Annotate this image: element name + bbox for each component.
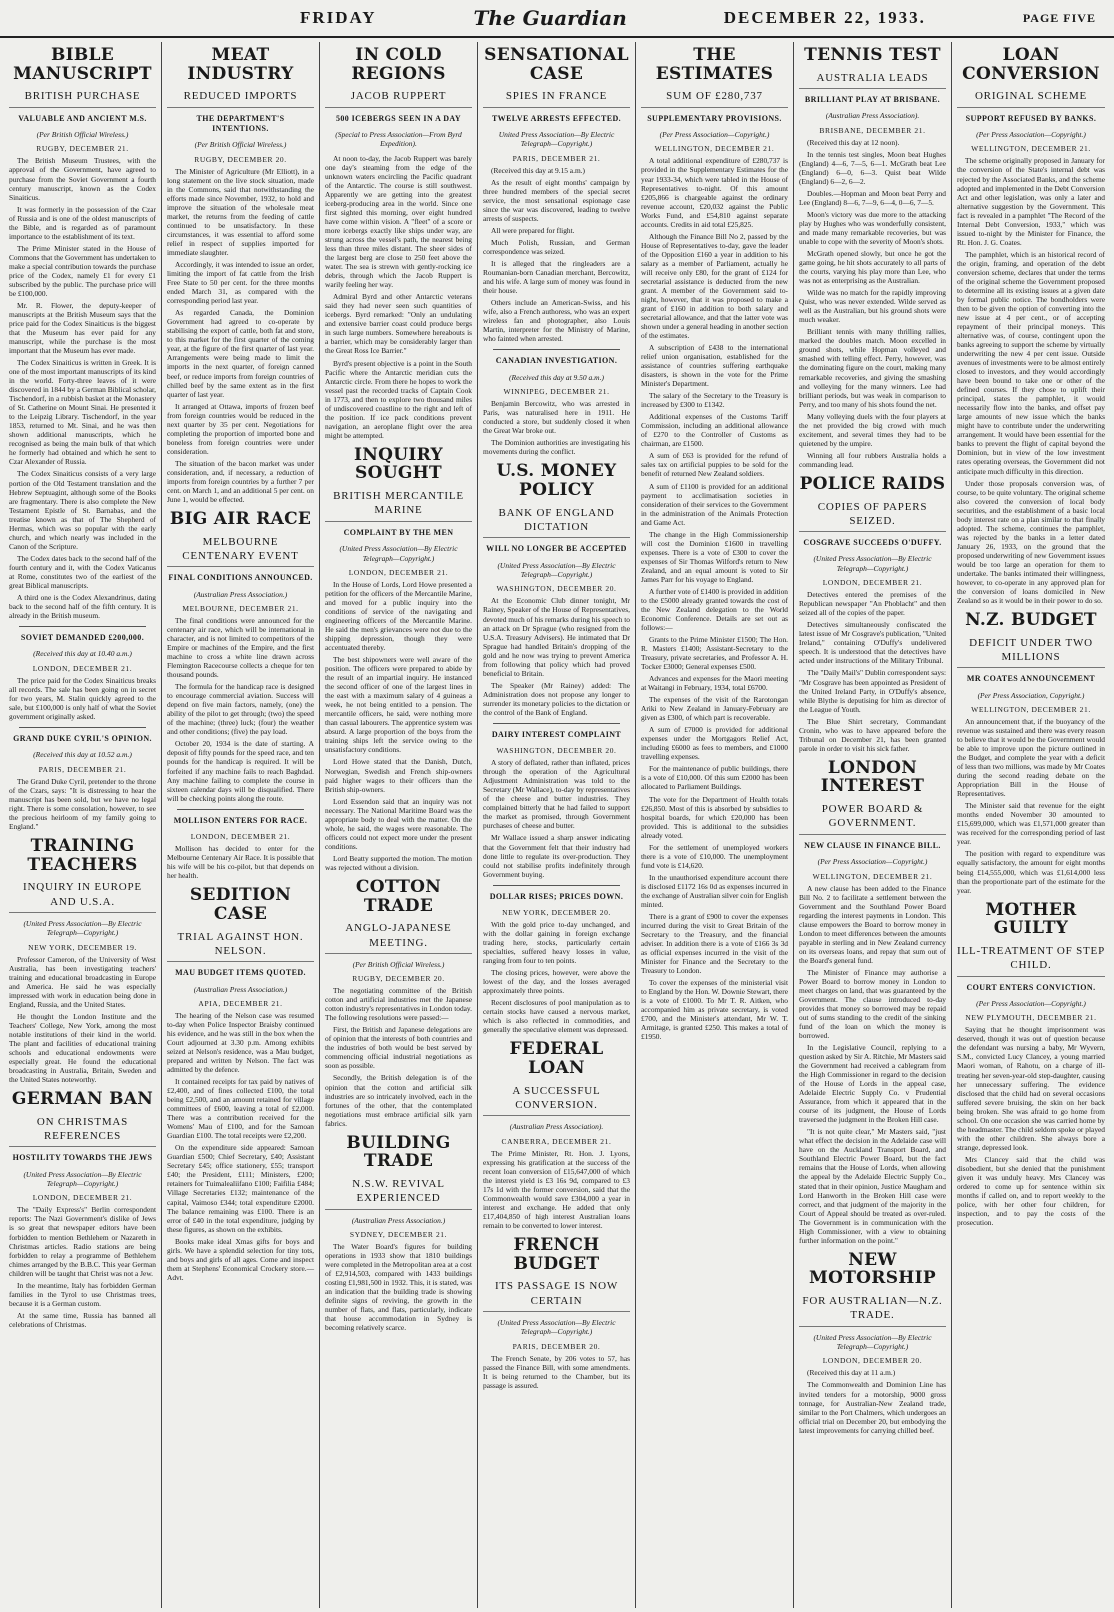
article-subheading: DAIRY INTEREST COMPLAINT (491, 729, 622, 739)
article (325, 878, 472, 1128)
article-headline: MEAT INDUSTRY (187, 45, 294, 84)
article-paragraph: Saying that he thought imprisonment was deserved, though it was out of question because the defendant was nursing a baby, Mr Wyvern, S.M., convicted Lucy Clancey, a young married Maori woman, of Rahotu, on a charge of ill-treating her seven-year-old step-daughter, causing her unnecessary suffering. The evidence disclosed that the child had on several occasions suffered severe bruising, the skin on her back being broken. She was afraid to go home from school. On one occasion she was carried home by the headmaster. The child seldom spoke or played with the other children. She always bore a strange, depressed look. (957, 1025, 1105, 1152)
article-paragraph: A story of deflated, rather than inflated, prices through the operation of the Agricultural Adjustment Administration was told to the Secretary (Mr Wallace), to-day by representatives of the cheese and butter industries. They complained bitterly that he had failed to support the market as promised, through Government purchases of cheese and butter. (483, 758, 631, 831)
article-paragraph: At noon to-day, the Jacob Ruppert was barely one day's steaming from the edge of the unknown waters encircling the Pacific quadrant of the Antarctic. The course is still southwest. Apparently we are getting into the greatest iceberg-producing area in the world. Since one first sighted this morning, over eight hundred have come within vision. A "fleet" of a score or more icebergs exactly like ships under way, are strung across the vessel's path, the nearest being less than three miles distant. The sheer sides of the largest berg are close to 250 feet above the water. The sea is strewn with gently-rocking ice debris, through which the Jacob Ruppert is warily feeling her way. (325, 153, 472, 290)
article (483, 462, 630, 717)
column-1 (4, 42, 162, 1608)
article-subheading: COPIES OF PAPERS SEIZED. (799, 500, 946, 533)
article-paragraph: Doubles.—Hopman and Moon beat Perry and Lee (England) 8—6, 7—9, 6—4, 0—6, 7—5. (799, 188, 946, 207)
article-dateline: APIA, DECEMBER 21. (198, 998, 283, 1008)
article (167, 886, 314, 1282)
article-dateline: RUGBY, DECEMBER 20. (194, 154, 287, 164)
article-dateline: PARIS, DECEMBER 20. (512, 1341, 601, 1351)
article-paragraph: There is a grant of £900 to cover the expenses incurred during the visit to Great Britain of the Secretary to the Treasury, and the financial adviser. In addition there is a vote of £166 3s 3d as official expenses incurred in the visit of the Minister for Finance and the Secretary to the Treasury to London. (641, 911, 788, 976)
article-headline: TRAINING TEACHERS (27, 835, 138, 875)
article (799, 1251, 946, 1435)
article (957, 901, 1105, 1227)
article-subheading: N.S.W. REVIVAL EXPERIENCED (325, 1177, 472, 1210)
article-headline: U.S. MONEY POLICY (496, 461, 617, 501)
article-paragraph: Accordingly, it was intended to issue an order, limiting the import of fat cattle from the Irish Free State to 50 per cent. for the three months ended March 31, as compared with the corresponding period last year. (167, 260, 314, 306)
article-source: (Australian Press Association.) (351, 1215, 446, 1225)
article-source: (Per Press Association, Copyright.) (977, 690, 1085, 700)
article-paragraph: Recent disclosures of pool manipulation as to certain stocks have caused a nervous market, which is also reflected in commodities, and generally the speculative element was depressed. (483, 998, 630, 1035)
article-source: (United Press Association—By Electric Telegraph—Copyright.) (23, 918, 142, 938)
article-dateline: BRISBANE, DECEMBER 21. (819, 125, 926, 135)
article-source: (Received this day at 10.52 a.m.) (33, 750, 132, 760)
article-paragraph: The position with regard to expenditure was equally satisfactory, the amount for eight months being £14,555,000, which was £1,614,000 less than the proportionate part of the estimate for the year. (957, 849, 1105, 895)
article (9, 837, 156, 1084)
article-paragraph: In the unauthorised expenditure account there is disclosed £1172 16s 0d as expenses incurred in the exchange of Australian silver coin for English minted. (641, 872, 788, 909)
article-subheading: JACOB RUPPERT (325, 89, 472, 107)
article-subheading: 500 ICEBERGS SEEN IN A DAY (335, 113, 462, 123)
article (325, 446, 472, 872)
article-subheading: SOVIET DEMANDED £200,000. (20, 632, 145, 642)
article-subheading: THE DEPARTMENT'S INTENTIONS. (196, 113, 285, 134)
article-paragraph: The Blue Shirt secretary, Commandant Cronin, who was to have appeared before the Tribunal on December 21, has been granted parole in order to visit his sick father. (799, 716, 946, 753)
article-paragraph: It is alleged that the ringleaders are a Roumanian-born Canadian merchant, Bercowitz, and his wife. A large sum of money was found in their house. (483, 259, 630, 296)
article-paragraph: In the tennis test singles, Moon beat Hughes (England) 4—6, 7—5, 6—1. McGrath beat Lee (England) 6—0, 6—3. Quist beat Wilde (England) 6—2, 6—2. (799, 149, 946, 186)
article-source: (Per Press Association—Copyright.) (976, 998, 1086, 1008)
article-subheading: INQUIRY IN EUROPE AND U.S.A. (9, 880, 156, 913)
article-dateline: NEW YORK, DECEMBER 20. (502, 908, 611, 918)
article-paragraph: Although the Finance Bill No 2, passed by the House of Representatives to-day, gave the leader of the Opposition £160 a year in addition to his salary as a member of Parliament, actually he will receive only £80, for the grant of £124 for secretarial assistance is deducted from the new grant. A member of the Government said to-night, however, that it was proposed to make a grant of £160 in addition to both salary and secretarial allowance, and that the latter vote was shown under a general heading in another section of the estimates. (641, 231, 788, 341)
article-subheading: A SUCCESSFUL CONVERSION. (483, 1084, 630, 1117)
article-subheading: TRIAL AGAINST HON. NELSON. (167, 930, 314, 963)
article (325, 46, 472, 440)
article-paragraph: The Codex Sinaiticus is written in Greek. It is one of the most important manuscripts of its kind in the world. Forty-three leaves of it were discovered in 1844 by a German Biblical scholar, Tischendorf, in a rubbish basket at the Monastery of St. Catherine on Mount Sinai. He presented it to the Leipzig Library. Tischendorf, in the year 1853, returned to Mt. Sinai, and he was then shown additional manuscripts, which he recognised as being the main bulk of that which he formerly had obtained and which he sent to Czar Alexander of Russia. (9, 358, 156, 467)
article-paragraph: Detectives entered the premises of the Republican newspaper "An Phoblacht" and then seized all of the copies of the paper. (799, 590, 946, 618)
article-paragraph: A total additional expenditure of £280,737 is provided in the Supplementary Estimates for the year 1933-34, which were tabled in the House of Representatives to-night. Of this amount £205,866 is chargeable against the ordinary revenue account, £20,032 against the Public Works Fund, and £54,810 against separate accounts. Credits in aid total £25,825. (641, 156, 788, 229)
article-paragraph: The final conditions were announced for the centenary air race, which will be international in character, and is not limited to competitors of the Empire or machines of the Empire, and the first machine to cross a white line drawn across Flemington Racecourse collects a cheque for ten thousand pounds. (167, 616, 314, 680)
article-headline: BIBLE MANUSCRIPT (13, 45, 152, 84)
article-headline: INQUIRY SOUGHT (354, 444, 443, 484)
article-headline: LONDON INTEREST (820, 757, 925, 797)
article (799, 46, 946, 469)
article-source: (Per British Official Wireless.) (194, 140, 287, 150)
article-paragraph: For the settlement of unemployed workers there is a vote of £10,000. The unemployment fund vote is £14,620. (641, 842, 788, 870)
article-paragraph: The Minister said that revenue for the eight months ended November 30 amounted to £15,699,000, which was £1,571,000 greater than was received for the corresponding period of last year. (957, 801, 1105, 847)
article (483, 349, 630, 456)
article-dateline: LONDON, DECEMBER 21. (348, 567, 449, 577)
article-paragraph: The negotiating committee of the British cotton and artificial industries met the Japanese cotton industry's representatives in London today. The following resolutions were passed:— (325, 986, 472, 1023)
article-paragraph: The hearing of the Nelson case was resumed to-day when Police Inspector Braisby continued his evidence, and he was still in the box when the Court adjourned at 3.30 p.m. Among exhibits seized at Nelson's residence, was a Mau budget, prepared and written by Nelson. The fact was admitted by the defence. (167, 1010, 314, 1075)
masthead-page: PAGE FIVE (1022, 10, 1096, 25)
article-paragraph: Lord Essendon said that an inquiry was not necessary. The National Maritime Board was the appropriate body to deal with the matter. On the whole, he said, the wages were reasonable. The officers could not expect more under the present conditions. (325, 796, 472, 851)
article-source: (Australian Press Association.) (193, 984, 288, 994)
article-dateline: WINNIPEG, DECEMBER 21. (503, 387, 610, 397)
article-paragraph: The Minister of Agriculture (Mr Elliott), in a long statement on the live stock situation, made in the Commons, said that notwithstanding the efforts made since November, 1932, to hold and improve the situation of the wholesale meat market, the returns from the feeding of cattle continued to be unsatisfactory. In these circumstances, it was essential to afford some relief in respect of supplies imported for immediate slaughter. (167, 166, 314, 258)
article-source: United Press Association—By Electric Telegraph—Copyright.) (498, 130, 615, 149)
article-paragraph: In the Legislative Council, replying to a question asked by Sir A. Ritchie, Mr Masters said the Government had received a cablegram from the High Commissioner in regard to the decision of the House of Lords in the appeal case, Adelaide Electric Supply Co. v Prudential Assurance, from which it appeared that in the course of its judgment, the House of Lords traversed the judgment in the Broken Hill case. (799, 1043, 946, 1125)
article-headline: BIG AIR RACE (169, 508, 312, 529)
article-paragraph: To cover the expenses of the ministerial visit to England by the Hon. W. Downie Stewart, there is a vote of £1000. To Mr T. R. Aitken, who accompanied him as private secretary, is voted £700, and the Minister's attendant, Mr W. T. Armitage, is granted £250. This makes a total of £1950. (641, 978, 788, 1042)
article-dateline: CANBERRA, DECEMBER 21. (501, 1136, 612, 1146)
article-source: (Received this day at 9.50 a.m.) (509, 372, 604, 382)
article-paragraph: All were prepared for flight. (491, 226, 575, 235)
article-paragraph: The vote for the Department of Health totals £26,850. Most of this is absorbed by subsidies to hospital boards, for which £20,000 has been provided. This is additional to the subsidies already voted. (641, 794, 788, 840)
article-paragraph: The Grand Duke Cyril, pretender to the throne of the Czars, says: "It is distressing to hear the manuscript has been sold, but we have no legal right. There is some consolation, however, to see the precious heirloom of my family going to England." (9, 776, 156, 831)
article-paragraph: October 20, 1934 is the date of starting. A deposit of fifty pounds for the speed race, and ten pounds for the handicap is required. It will be forfeited if any machine fails to reach Baghdad. Any machine failing to complete the course in sixteen calendar days will be disqualified. There will be checking points along the route. (167, 739, 314, 803)
article (325, 1134, 472, 1333)
article-paragraph: The closing prices, however, were above the lowest of the day, and the losses averaged approximately three points. (483, 968, 630, 996)
article-headline: LOAN CONVERSION (962, 45, 1100, 84)
article-subheading: COSGRAVE SUCCEEDS O'DUFFY. (803, 538, 942, 548)
article (483, 885, 630, 1035)
masthead-title: The Guardian (473, 6, 627, 30)
article-paragraph: He thought the London Institute and the Teachers' College, New York, among the most notable institutions of their kind in the world. The plant and facilities of educational training schools and educational endowments were especially great. He found the educational broadcasting in Australia, Britain, Sweden and the United States noteworthy. (9, 1011, 156, 1084)
newspaper-columns (4, 42, 1110, 1608)
article-source: (Australian Press Association). (825, 111, 920, 121)
article-subheading: ILL-TREATMENT OF STEP CHILD. (957, 944, 1105, 977)
article-source: (United Press Association—By Electric Telegraph—Copyright.) (23, 1169, 142, 1189)
column-2 (162, 42, 320, 1608)
article-subheading: BRILLIANT PLAY AT BRISBANE. (804, 94, 941, 104)
column-6 (794, 42, 952, 1608)
article-paragraph: Winning all four rubbers Australia holds a commanding lead. (799, 450, 946, 469)
article-paragraph: Much Polish, Russian, and German correspondence was seized. (483, 238, 630, 257)
column-5 (636, 42, 794, 1608)
article-paragraph: The Codex Sinaiticus consists of a very large portion of the Old Testament translation and the Hebrew Septuagint, although some of the Books are fragmentary. There is also complete the New Testament Epistle of St. Barnabas, and the treatise known as that of The Shepherd of Hermas, which was so popular with the early church, and which nearly was included in the Canon of the Scripture. (9, 469, 156, 551)
section-divider (19, 626, 146, 627)
article-paragraph: The Minister of Finance may authorise a Power Board to borrow money in London to meet charges on land, that was guaranteed by the Government. The clause introduced to-day provides that money so borrowed may be repaid out of sums standing to the credit of the sinking fund of the loan on which the money is borrowed. (799, 967, 946, 1040)
article-source: (Australian Press Association.) (193, 589, 288, 599)
article-paragraph: It contained receipts for tax paid by natives of £2,400, and of fines collected £100, the total being £2,500, and an amount retained for village committees of £600, leaving a total of £2,000. There was a contribution received for the Womens' Mau of £100, and for the Samoan Guardian £100. The total receipts were £2,200. (167, 1077, 314, 1141)
article-source: (United Press Association—By Electric Telegraph—Copyright.) (813, 554, 932, 573)
article-paragraph: The situation of the bacon market was under consideration, and, if necessary, a reduction of imports from foreign countries by a further 7 per cent. on March 1, and an additional 5 per cent. on June 1, would be effected. (167, 458, 314, 504)
article-subheading: ON CHRISTMAS REFERENCES (9, 1115, 156, 1148)
article-paragraph: Many volleying duels with the four players at the net provided the big crowd with much excitement, and several times they had to be quietened by the umpire. (799, 411, 946, 448)
article-headline: NEW MOTORSHIP (809, 1249, 936, 1289)
article-source: (Per British Official Wireless.) (352, 959, 445, 969)
article-source: (United Press Association—By Electric Telegraph—Copyright.) (339, 544, 458, 563)
article-dateline: LONDON, DECEMBER 20. (822, 1356, 923, 1366)
article (9, 46, 156, 620)
article-source: (Per Press Association—Copyright.) (659, 130, 770, 140)
article-subheading: HOSTILITY TOWARDS THE JEWS (12, 1153, 153, 1163)
article-source: (United Press Association—By Electric Telegraph—Copyright.) (497, 560, 616, 580)
masthead (0, 0, 1114, 38)
article (9, 727, 156, 831)
article (167, 510, 314, 803)
article-subheading: BRITISH MERCANTILE MARINE (325, 489, 472, 522)
article-subheading: DOLLAR RISES; PRICES DOWN. (489, 891, 624, 901)
article-dateline: WELLINGTON, DECEMBER 21. (971, 144, 1091, 154)
article-paragraph: It was formerly in the possession of the Czar of Russia and is one of the oldest manuscripts of the Bible, and is regarded as of paramount importance to the establishment of its text. (9, 204, 156, 241)
article-subheading: ANGLO-JAPANESE MEETING. (325, 921, 472, 954)
article-dateline: LONDON, DECEMBER 21. (32, 663, 133, 673)
article-subheading: WILL NO LONGER BE ACCEPTED (486, 544, 627, 554)
article-paragraph: Byrd's present objective is a point in the South Pacific where the Antarctic meridian cuts the Antarctic circle. From there he hopes to work the vessel past the recorded tracks of Captain Cook in 1773, and then to explore two thousand miles of undiscovered coastline to the right and left of the position. If ice pack conditions prevent navigation, an aeroplane flight over the area might be attempted. (325, 358, 472, 440)
article-headline: GERMAN BAN (11, 1089, 154, 1109)
article-paragraph: A sum of £1100 is provided for an additional payment to acclimatisation societies in consideration of their services to the Government in the administration of the Animals Protection and Game Act. (641, 481, 788, 527)
article-subheading: VALUABLE AND ANCIENT M.S. (18, 113, 147, 123)
article-dateline: LONDON, DECEMBER 21. (190, 832, 291, 842)
article-subheading: FOR AUSTRALIAN—N.Z. TRADE. (799, 1294, 946, 1327)
article (483, 1040, 630, 1230)
article-paragraph: The scheme originally proposed in January for the conversion of the State's internal debt was rejected by the Associated Banks, and the scheme adopted and implemented in the Debt Conversion Act and other legislation, was only a later and alternative suggestion by the Government. This fact is revealed in a pamphlet "The Record of the Internal Debt Conversion, 1933," which was issued to-night by the Minister for Finance, the Rt. Hon. J. G. Coates. (957, 156, 1105, 247)
article (9, 1090, 156, 1329)
article-paragraph: The pamphlet, which is an historical record of the origin, framing, and operation of the debt conversion scheme, declares that under the terms of the original scheme the Government proposed to determine all its existing issues at a given date by formal public notice. The bondholders were then to be given the option of converting into the new issue at 4 per cent., or of accepting repayment of their principal moneys. This alternative was, of course, contingent upon the banks agreeing to support the scheme by virtually underwriting the new 4 per cent issue. Outside avenues of investments were to be almost entirely closed to investors, and they would accordingly have been bound to take one or other of the defined courses. If they chose to uplift their principal, states the pamphlet, it would necessarily flow into the banks, and offset pay large amounts of new issue which the banks might have to contribute under the underwriting arrangement. It would have been essential for the banks to prevent the flight of capital beyond the Dominion, but in view of the low investment rates operating overseas, the Government did not anticipate much difficulty in this direction. (957, 249, 1105, 476)
section-divider (19, 727, 146, 728)
article-paragraph: (Received this day at 9.15 a.m.) (491, 165, 585, 175)
article (167, 809, 314, 881)
article-paragraph: The Prime Minister, Rt. Hon. J. Lyons, expressing his gratification at the success of the recent loan conversion of £15,647,000 of which the interest yield is £3 16s 9d, compared to £3 17s 1d with the former conversion, said that the Commonwealth would save £304,000 a year in interest and exchange. He added that only £17,404,850 of high interest Australian loans remain to be converted to lower interest. (483, 1148, 630, 1230)
masthead-date: DECEMBER 22, 1933. (723, 8, 926, 27)
section-divider (177, 809, 304, 810)
article-paragraph: First, the British and Japanese delegations are of opinion that the interests of both countries and the industries of both would be best served by commencing official industrial negotiations as soon as possible. (325, 1025, 472, 1071)
article (483, 46, 630, 343)
article-source: (United Press Association—By Electric Telegraph—Copyright.) (813, 1332, 932, 1352)
article-paragraph: On the expenditure side appeared: Samoan Guardian £500; Chief Secretary, £40; Assistant Secretary £45; office stationery, £55; transport £40; the President, £111; Ministers, £200; retainers for Tuimalealiifano £100; Faifilia £484; Village Secretaries £132; maintenance of the capital, Vaimoso £344; total expenditure £2000. The balance remaining was £100. There is an error of £40 in the total expenditure, judging by these figures, as shown on the exhibits. (167, 1143, 314, 1234)
article-paragraph: The "Daily Express's" Berlin correspondent reports: The Nazi Government's dislike of Jews is so great that newspaper editors have been forbidden to mention Bethlehem or Nazareth in Christmas articles. Radio stations are being forbidden to relay a programme of Bethlehem chimes arranged by the B.B.C. This year German children will be taught that Christ was not a Jew. (9, 1205, 156, 1278)
article-dateline: WASHINGTON, DECEMBER 20. (496, 584, 617, 594)
article-subheading: SPIES IN FRANCE (483, 89, 630, 107)
section-divider (493, 349, 620, 350)
article-dateline: RUGBY, DECEMBER 20. (352, 974, 445, 984)
article-paragraph: The salary of the Secretary to the Treasury is increased by £300 to £1342. (641, 391, 788, 410)
article-paragraph: Lord Beatty supported the motion. The motion was rejected without a division. (325, 853, 472, 872)
article-paragraph: A third one is the Codex Alexandrinus, dating back to the second half of the fifth century. It is already in the British museum. (9, 592, 156, 620)
article-paragraph: The French Senate, by 206 votes to 57, has passed the Finance Bill, with some amendments. It is being returned to the Chamber, but its passage is assured. (483, 1353, 630, 1390)
article-paragraph: Mrs Clancey said that the child was disobedient, but she denied that the punishment given it was unduly heavy. Mrs Clancey was ordered to come up for sentence within six months if called on, and to report weekly to the police, with her other four children, for inspection, and to pay the costs of the prosecution. (957, 1154, 1105, 1227)
article-headline: MOTHER GUILTY (985, 899, 1077, 939)
article-source: (Special to Press Association—From Byrd Expedition). (335, 130, 462, 149)
article-paragraph: Mollison has decided to enter for the Melbourne Centenary Air Race. It is possible that his wife will be his co-pilot, but that depends on her health. (167, 844, 314, 881)
article (641, 46, 788, 1041)
article-headline: N.Z. BUDGET (965, 609, 1097, 630)
article-subheading: MAU BUDGET ITEMS QUOTED. (175, 968, 306, 978)
article-subheading: POWER BOARD & GOVERNMENT. (799, 802, 946, 835)
article-paragraph: The Speaker (Mr Rainey) added: The Administration does not propose any longer to surrender its monetary policies to the dictation or the control of the Bank of England. (483, 680, 630, 717)
article-paragraph: Additional expenses of the Customs Tariff Commission, including an additional allowance of £270 to the Controller of Customs as chairman, are £1500. (641, 412, 788, 449)
article-subheading: GRAND DUKE CYRIL'S OPINION. (13, 733, 152, 743)
article-dateline: PARIS, DECEMBER 21. (38, 764, 127, 774)
article-subheading: ORIGINAL SCHEME (957, 89, 1105, 107)
column-7 (952, 42, 1110, 1608)
article-paragraph: Professor Cameron, of the University of West Australia, has been investigating teachers' training and educational broadcasting in Europe and America. He said he was especially impressed with work in education being done in England, Russia, and the United States. (9, 954, 156, 1009)
article-paragraph: Admiral Byrd and other Antarctic veterans said they had never seen such quantities of icebergs. Byrd remarked: "Only an undulating and extensive barrier coast could produce bergs in such large numbers. Somewhere hereabouts is a barrier, which may be considerably larger than the Great Ross Ice Barrier." (325, 292, 472, 356)
article-dateline: MELBOURNE, DECEMBER 21. (182, 604, 299, 613)
article-paragraph: At the same time, Russia has banned all celebrations of Christmas. (9, 1310, 156, 1329)
article-paragraph: A subscription of £438 to the international relief union organisation, established for the assistance of countries suffering earthquake disasters, is shown in the vote for the Prime Minister's Department. (641, 343, 788, 389)
article-headline: FRENCH BUDGET (513, 1235, 600, 1274)
article-paragraph: In the meantime, Italy has forbidden German families in the Tyrol to use Christmas trees, because it is a German custom. (9, 1280, 156, 1308)
article-source: (Per British Official Wireless.) (36, 130, 129, 140)
article-paragraph: Mr. R. Flower, the deputy-keeper of manuscripts at the British Museum says that the price paid for the Codex Sinaiticus is the biggest that the Museum has ever paid for any manuscript, while the purchase is the most important that the Museum has ever made. (9, 300, 156, 356)
article-subheading: CANADIAN INVESTIGATION. (495, 356, 618, 366)
article-dateline: WELLINGTON, DECEMBER 21. (654, 144, 775, 154)
article-dateline: WASHINGTON, DECEMBER 20. (496, 746, 617, 756)
article-source: (Per Press Association—Copyright.) (817, 857, 928, 867)
article-source: (United Press Association—By Electric Telegraph—Copyright.) (497, 1318, 616, 1337)
article-subheading: FINAL CONDITIONS ANNOUNCED. (168, 573, 313, 583)
article-dateline: RUGBY, DECEMBER 21. (36, 144, 129, 154)
article-subheading: ITS PASSAGE IS NOW CERTAIN (483, 1279, 630, 1312)
article-subheading: TWELVE ARRESTS EFFECTED. (491, 113, 622, 123)
article-paragraph: Secondly, the British delegation is of the opinion that the cotton and artificial silk industries are so intricately involved, each in the fortunes of the other, that the contemplated negotiations must embrace artificial silk yarn fabrics. (325, 1073, 472, 1128)
article-paragraph: Wilde was no match for the rapidly improving Quist, who was never extended. Wilde served as well as the Australian, but his ground shots were much weaker. (799, 288, 946, 325)
article-source: (Per Press Association—Copyright.) (976, 130, 1086, 140)
article-subheading: BANK OF ENGLAND DICTATION (483, 506, 630, 539)
article (9, 626, 156, 721)
article-subheading: COMPLAINT BY THE MEN (343, 527, 454, 537)
article (799, 759, 946, 1245)
article-headline: IN COLD REGIONS (351, 45, 446, 84)
article-paragraph: Advances and expenses for the Maori meeting at Waitangi in February, 1934, total £6700. (641, 674, 788, 693)
article-paragraph: The "Daily Mail's" Dublin correspondent says: "Mr Cosgrave has been appointed as President of the United Ireland Party, in O'Duffy's absence, while Blythe is deputising for him as director of the League of Youth. (799, 668, 946, 714)
article-paragraph: The Commonwealth and Dominion Line has invited tenders for a motorship, 9000 gross tonnage, for Australian-New Zealand trade, similar to the Port Chalmers, which undergoes an official trial on December 20, but embodying the latest improvements for carrying chilled beef. (799, 1380, 946, 1435)
article-headline: TENNIS TEST (804, 45, 941, 65)
article-paragraph: Under those proposals conversion was, of course, to be quite voluntary. The original scheme also covered the conversion of local body securities, and the establishment of a basic local body interest rate on a plan similar to that finally adopted. The scheme, continues the pamphlet, was rejected by the banks in a letter dated January 26, 1933, on the ground that the proposed underwriting of new Government issues would be too large an operation for them to undertake. The banks intimated their willingness, however, to co-operate in any approved plan for the conversion of loans domiciled in New Zealand so as it would be in their power to do so. (957, 478, 1105, 605)
article-paragraph: McGrath opened slowly, but once he got the game going, he hit shots accurately to all parts of the courts, varying his play more than Lee, who was not as enterprising as the Australian. (799, 249, 946, 286)
article-paragraph: The British Museum Trustees, with the approval of the Government, have agreed to purchase from the Soviet Government a fourth century manuscript, known as the Codex Sinaiticus. (9, 156, 156, 202)
article-paragraph: It arranged at Ottawa, imports of frozen beef from foreign countries would be reduced in the next quarter by 35 per cent. Negotiations for completing the proportion of imported bone and boneless from foreign countries were under consideration. (167, 401, 314, 456)
article-paragraph: Others include an American-Swiss, and his wife, also a French authoress, who was an expert wireless fan and photographer, also Louis Martin, interpreter for the Ministry of Marine, who fainted when arrested. (483, 298, 630, 344)
article-subheading: NEW CLAUSE IN FINANCE BILL. (804, 840, 941, 850)
section-divider (493, 885, 620, 886)
article-paragraph: A new clause has been added to the Finance Bill No. 2 to facilitate a settlement between the Government and the Southland Power Board regarding the interest payments in London. This clause empowers the Board to borrow money in London to meet differences between the amounts payable in sterling and in New Zealand currency on its overseas loans, and repay that sum out of the Board's general fund. (799, 883, 946, 965)
article (799, 475, 946, 753)
article-paragraph: The Dominion authorities are investigating his movements during the conflict. (483, 438, 630, 457)
article-paragraph: Mr Wallace issued a sharp answer indicating that the Government felt that their industry had done little to regulate its over-production. They could not stabilise profits indefinitely through Government buying. (483, 833, 630, 879)
article-paragraph: An announcement that, if the buoyancy of the revenue was sustained and there was every reason to believe that it would be the Government would be able to improve upon the picture outlined in the Budget, and complete the year with a deficit of less than two millions, was made by Mr Coates during the second reading debate on the Appropriation Bill in the House of Representatives. (957, 717, 1105, 799)
article-paragraph: Moon's victory was due more to the attacking play by Hughes who was wonderfully consistent, and made many remarkable recoveries, but was unable to cope with the severity of Moon's shots. (799, 209, 946, 247)
article-dateline: WELLINGTON, DECEMBER 21. (812, 871, 933, 881)
article-subheading: MELBOURNE CENTENARY EVENT (167, 535, 314, 568)
article-subheading: SUPPORT REFUSED BY BANKS. (965, 113, 1097, 123)
article-paragraph: At the Economic Club dinner tonight, Mr Rainey, Speaker of the House of Representatives, devoted much of his remarks during his speech to an attack on Dr Sprague (who resigned from the U.S.A. Treasury Advisers). He intimated that Dr Sprague had handled Britain's dropping of the gold and he now was trying to prevent America from following that policy which had proved beneficial to Britain. (483, 596, 630, 678)
article-paragraph: The expenses of the visit of the Rarotongan Ariki to New Zealand in January-February are given as £300, of which part is recoverable. (641, 695, 788, 723)
article-dateline: PARIS, DECEMBER 21. (512, 153, 601, 163)
article-paragraph: Grants to the Prime Minister £1500; The Hon. R. Masters £1400; Assistant-Secretary to the Treasury, private secretaries, and Professor A. H. Tocker £3000; General expenses £500. (641, 635, 788, 672)
article-dateline: NEW YORK, DECEMBER 19. (28, 942, 137, 952)
article-headline: FEDERAL LOAN (509, 1039, 604, 1079)
article-subheading: REDUCED IMPORTS (167, 89, 314, 107)
article-subheading: MR COATES ANNOUNCEMENT (966, 674, 1096, 684)
article-paragraph: Books make ideal Xmas gifts for boys and girls. We have a splendid selection for tiny tots, and boys and girls of all ages. Come and inspect them at Stephens' Economical Crockery store.—Advt. (167, 1236, 314, 1282)
article-headline: THE ESTIMATES (655, 45, 774, 84)
article-paragraph: Benjamin Bercowitz, who was arrested in Paris, was naturalised here in 1911. He conducted a store, but suddenly closed it when the Great War broke out. (483, 399, 630, 436)
article-dateline: LONDON, DECEMBER 21. (822, 578, 923, 588)
article-headline: SENSATIONAL CASE (484, 45, 629, 84)
article-paragraph: As regarded Canada, the Dominion Government had agreed to co-operate by stabilising the export of cattle, both fat and store, to this market for the first quarter of the coming year, at the figure of the first quarter of last year. Arrangements were being made to limit the imports in the next quarter, of foreign canned beef, or reduce imports from foreign countries of chilled beef by the same extent as in the first quarter of last year. (167, 308, 314, 399)
article-headline: BUILDING TRADE (346, 1132, 451, 1172)
article-paragraph: A further vote of £1400 is provided in addition to the £5000 already granted towards the cost of the New Zealand delegation to the World Economic Conference. Details are set out as follows:— (641, 586, 788, 632)
article (167, 46, 314, 504)
article-paragraph: A sum of £63 is provided for the refund of sales tax on artificial puppies to be sold for the benefit of returned New Zealand soldiers. (641, 451, 788, 479)
article-paragraph: The best shipowners were well aware of the position. The officers were prepared to abide by the result of an impartial inquiry. He instanced the second officer of one of the largest lines in the east with a maximum salary of 4 guineas a week, he not being entitled to a pension. The mercantile officers, he said, were nothing more than casual labourers. The apprentice system was absurd. A large proportion of the boys from the training ships left the service owing to the unsatisfactory conditions. (325, 655, 472, 755)
article-paragraph: The Prime Minister stated in the House of Commons that the Government has undertaken to make a special contribution towards the purchase price of the Codex, namely £1 for every £1 subscribed by the public. The purchase price will be £100,000. (9, 243, 156, 298)
article-subheading: SUM OF £280,737 (641, 89, 788, 107)
article-headline: COTTON TRADE (355, 876, 442, 916)
article-headline: SEDITION CASE (189, 885, 292, 924)
column-3 (320, 42, 478, 1608)
masthead-day: FRIDAY (300, 8, 377, 27)
article (957, 46, 1105, 605)
article-headline: POLICE RAIDS (799, 473, 946, 494)
article-subheading: DEFICIT UNDER TWO MILLIONS (957, 636, 1105, 669)
article-paragraph: With the gold price to-day unchanged, and with the dollar gaining in foreign exchange trading here, stocks, particularly certain specialties, suffered heavy losses in value, ranging from four to ten points. (483, 920, 630, 966)
article-subheading: BRITISH PURCHASE (9, 89, 156, 107)
article-subheading: COURT ENTERS CONVICTION. (966, 982, 1096, 992)
article-paragraph: Lord Howe stated that the Danish, Dutch, Norwegian, Swedish and French ship-owners paid higher wages to their officers than the British ship-owners. (325, 757, 472, 794)
article-paragraph: A sum of £7000 is provided for additional expenses under the Mortgagors Relief Act, including £6000 as fees to members, and £1000 travelling expenses. (641, 725, 788, 762)
article-source: (Australian Press Association). (509, 1122, 604, 1132)
article-paragraph: The Codex dates back to the second half of the fourth century and it, with the Codex Vaticanus at Rome, constitutes two of the earliest of the great Biblical manuscripts. (9, 553, 156, 590)
article-subheading: AUSTRALIA LEADS (799, 71, 946, 89)
article-paragraph: (Received this day at 11 a.m.) (807, 1368, 896, 1378)
article-paragraph: The Water Board's figures for building operations in 1933 show that 1810 buildings were completed in the Metropolitan area at a cost of £2,914,503, compared with 1433 buildings costing £1,981,500 in 1932. This, it is stated, was an indication that the building trade is showing definite signs of reviving, the growth in the number of flats, and flats, particularly, indicate that house accommodation in Sydney is becoming relatively scarce. (325, 1242, 472, 1333)
article-paragraph: The formula for the handicap race is designed to encourage commercial aviation. Success will depend on five main factors, namely, (one) the ability of the pilot to get through; (two) the speed of the machine; (three) luck; (four) the weather and other conditions; (five) the pay load. (167, 682, 314, 737)
article-paragraph: For the maintenance of public buildings, there is a vote of £10,000. Of this sum £2000 has been allocated to Parliament Buildings. (641, 764, 788, 792)
article-paragraph: (Received this day at 12 noon). (807, 137, 900, 147)
article-dateline: NEW PLYMOUTH, DECEMBER 21. (965, 1013, 1097, 1023)
article-dateline: SYDNEY, DECEMBER 21. (349, 1230, 448, 1240)
article-paragraph: Brilliant tennis with many thrilling rallies, marked the doubles match. Moon excelled in ground shots, while Hopman volleyed and smashed with telling effect. Perry, however, was the dominating figure on the court, making many remarkable recoveries, and giving the smashing and volleying for the many winners. Lee had brilliant periods, but was weak in comparison to Perry, and too many of his shots found the net. (799, 327, 946, 409)
article-dateline: LONDON, DECEMBER 21. (32, 1193, 133, 1203)
section-divider (493, 723, 620, 724)
article-paragraph: Detectives simultaneously confiscated the latest issue of Mr Cosgrave's publication, "United Ireland," containing O'Duffy's undelivered speech. It is understood that the detectives have acted under instructions of the Military Tribunal. (799, 620, 947, 666)
article-paragraph: In the House of Lords, Lord Howe presented a petition for the officers of the Mercantile Marine, and moved for a public inquiry into the conditions of service of the navigating and engineering officers of the Mercantile Marine. He said the men's grievances were not due to the shipping depression, though they were accentuated thereby. (325, 579, 472, 653)
article (483, 723, 630, 879)
article-paragraph: The change in the High Commissionership will cost the Dominion £1600 in travelling expenses. There is a vote of £300 to cover the expenses of Sir Thomas Wilford's return to New Zealand, and an equal amount is voted to Sir James Parr for his voyage to England. (641, 529, 788, 584)
article-paragraph: The price paid for the Codex Sinaiticus breaks all records. The sale has been going on in secret for two years, M. Stalin quickly agreed to the sale, but £100,000 is only half of what the Soviet government originally asked. (9, 675, 156, 721)
article (957, 611, 1105, 895)
article-dateline: WELLINGTON, DECEMBER 21. (971, 705, 1091, 715)
article-subheading: MOLLISON ENTERS FOR RACE. (173, 815, 308, 825)
column-4 (478, 42, 636, 1608)
article-paragraph: "It is not quite clear," Mr Masters said, "just what effect the decision in the Adelaide case will have on the Auckland Transport Board, and Southland Electric Power Board, but the fact remains that the House of Lords, when allowing the appeal by the Adelaide Electric Supply Co., stated that in their opinion, Justice Maugham and Lord Hanworth in the Broken Hill case were correct, and that judgment of the majority in the Court of Appeal should be treated as over-ruled. The Government is in communication with the High Commissioner, with a view to obtaining further information on the point." (799, 1127, 946, 1245)
article (483, 1236, 630, 1390)
article-source: (Received this day at 10.40 a.m.) (33, 649, 132, 659)
article-paragraph: As the result of eight months' campaign by three hundred members of the special secret service, the most sensational espionage case since the war was discovered, leading to twelve arrests of suspects. (483, 177, 630, 223)
article-subheading: SUPPLEMENTARY PROVISIONS. (647, 113, 782, 123)
